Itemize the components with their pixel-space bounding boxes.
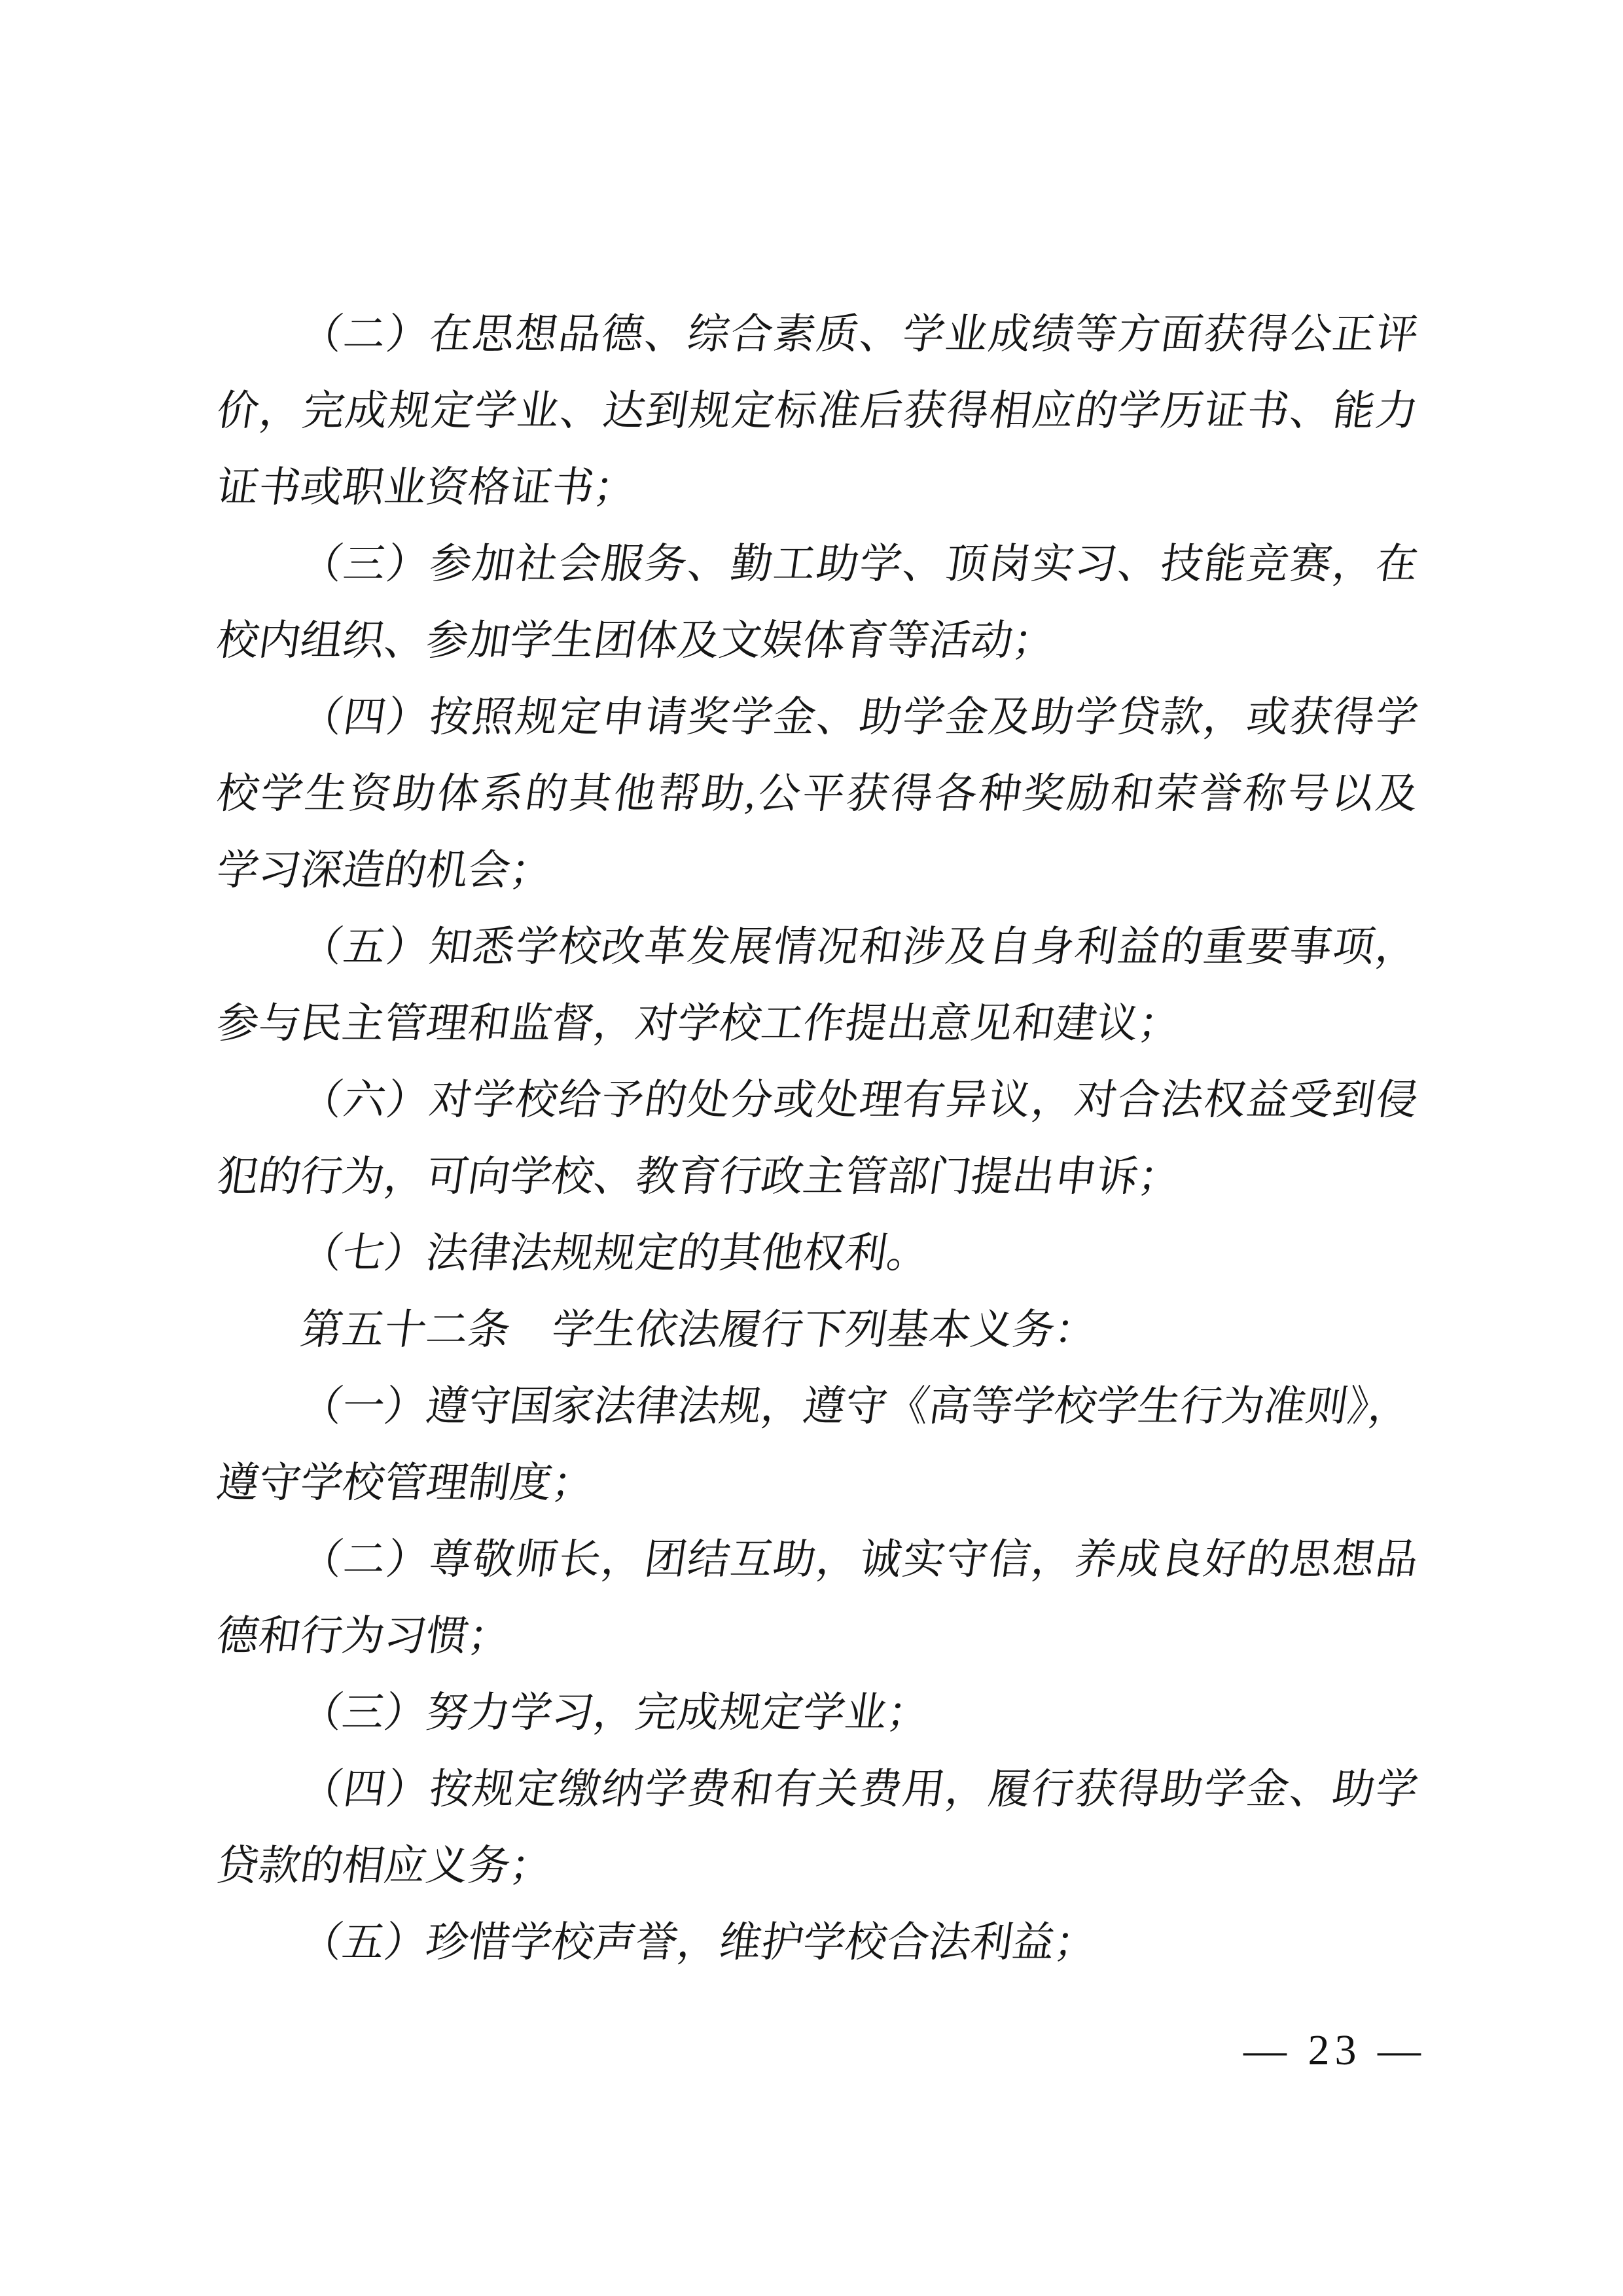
text-line: （二）在思想品德、综合素质、学业成绩等方面获得公正评 — [297, 311, 1421, 357]
text-line: 德和行为习惯； — [213, 1613, 514, 1659]
text-line: （三）努力学习，完成规定学业； — [297, 1689, 933, 1736]
text-line: （五）珍惜学校声誉，维护学校合法利益； — [297, 1919, 1100, 1965]
text-line: 证书或职业资格证书； — [213, 464, 639, 511]
page-number: — 23 — — [1243, 2026, 1426, 2074]
text-line: 学习深造的机会； — [213, 847, 556, 893]
text-line: 校学生资助体系的其他帮助,公平获得各种奖励和荣誉称号以及 — [213, 770, 1421, 817]
text-line: 价，完成规定学业、达到规定标准后获得相应的学历证书、能力 — [213, 387, 1421, 434]
text-line: 遵守学校管理制度； — [213, 1460, 597, 1506]
text-line: （四）按照规定申请奖学金、助学金及助学贷款，或获得学 — [297, 694, 1421, 740]
text-line: 贷款的相应义务； — [213, 1842, 556, 1889]
text-line: 校内组织、参加学生团体及文娱体育等活动； — [213, 617, 1058, 664]
text-line: （六）对学校给予的处分或处理有异议，对合法权益受到侵 — [297, 1077, 1421, 1123]
text-line: 参与民主管理和监督，对学校工作提出意见和建议； — [213, 1000, 1184, 1047]
text-line: （一）遵守国家法律法规，遵守《高等学校学生行为准则》， — [297, 1383, 1414, 1429]
text-line: （四）按规定缴纳学费和有关费用，履行获得助学金、助学 — [297, 1766, 1421, 1812]
text-line: （三）参加社会服务、勤工助学、顶岗实习、技能竞赛，在 — [297, 541, 1421, 587]
text-line: （二）尊敬师长，团结互助，诚实守信，养成良好的思想品 — [297, 1536, 1421, 1583]
document-body — [213, 296, 1421, 1981]
text-line: 犯的行为，可向学校、教育行政主管部门提出申诉； — [213, 1153, 1184, 1200]
text-line: 第五十二条 学生依法履行下列基本义务： — [297, 1306, 1100, 1353]
text-line: （五）知悉学校改革发展情况和涉及自身利益的重要事项， — [297, 924, 1421, 970]
text-line: （七）法律法规规定的其他权利。 — [297, 1230, 933, 1276]
